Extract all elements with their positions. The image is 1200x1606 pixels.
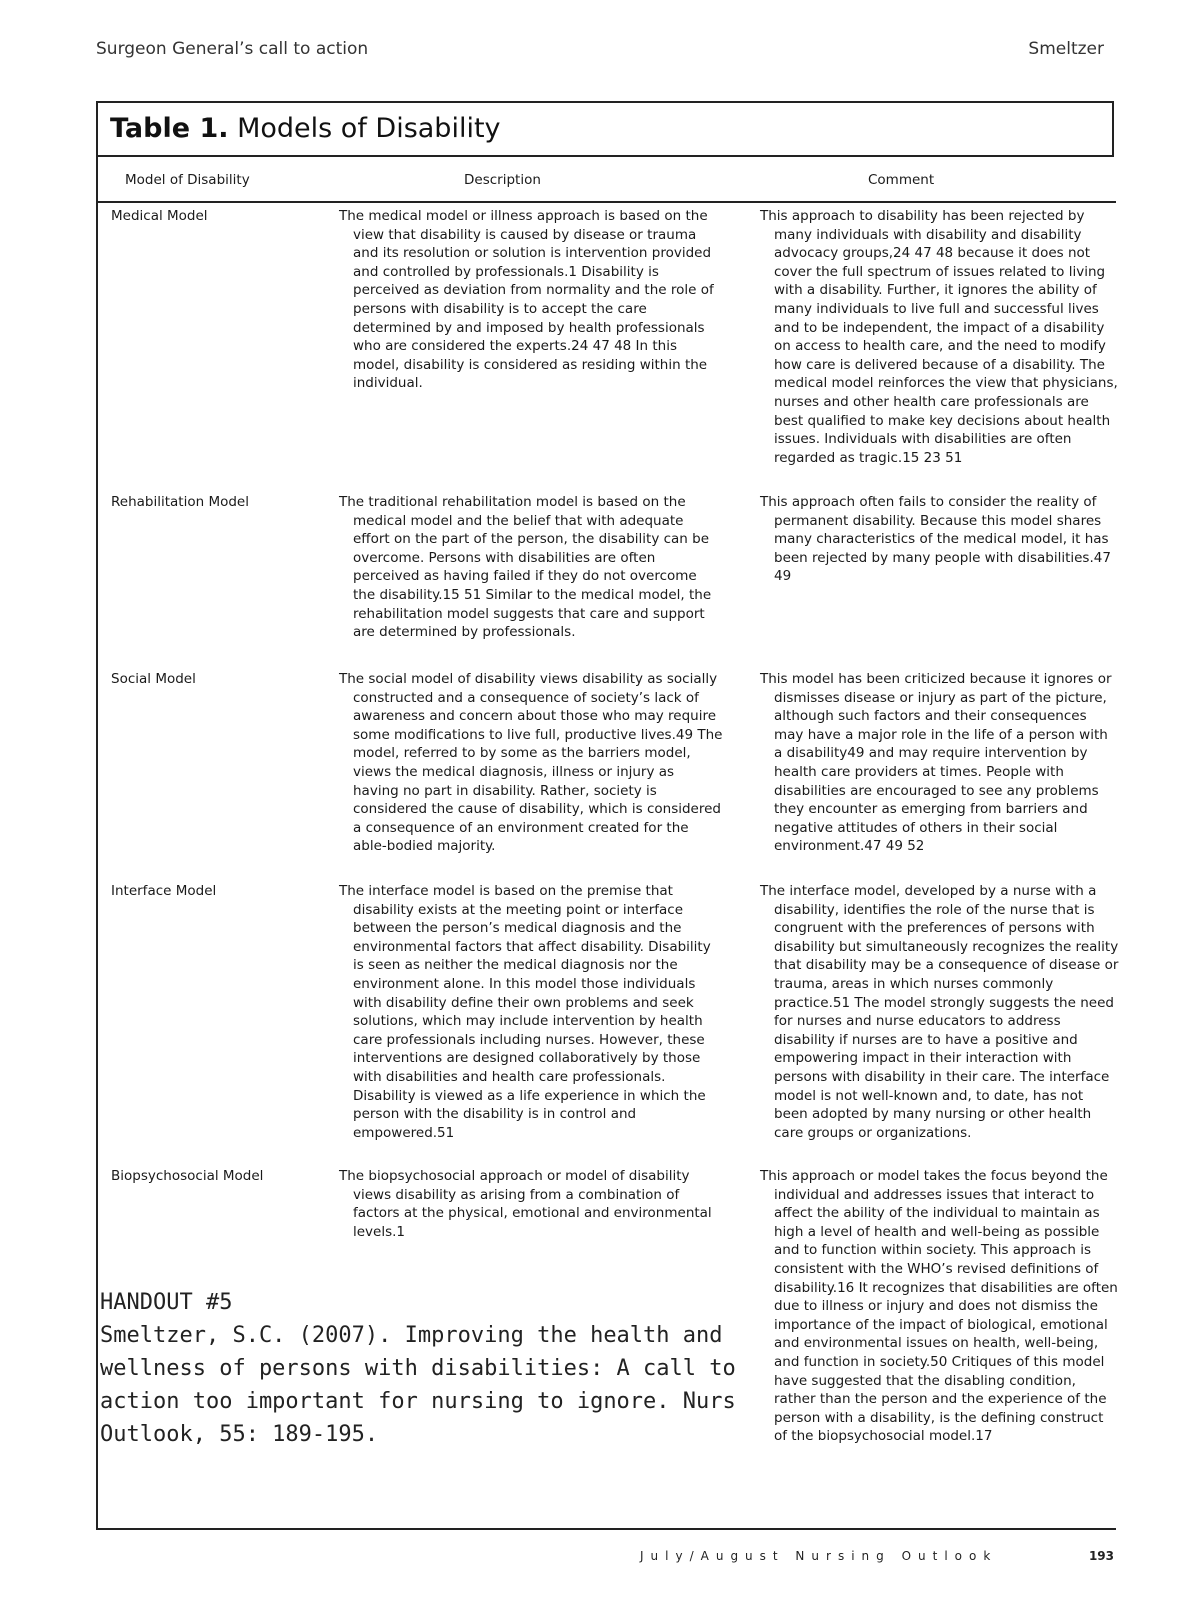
cell-comment: This model has been criticized because it ignores or dismisses disease or injury as part of the picture, although such factors and their consequences may have a major role in the life of a person with a disability49 and may require intervention by health care providers at times. People with disabilities are encouraged to see any problems they encounter as emerging from barriers and negative attitudes of others in their social environment.47 49 52 bbox=[760, 671, 1112, 855]
cell-model: Biopsychosocial Model bbox=[111, 1168, 264, 1184]
table-caption: Models of Disability bbox=[228, 113, 501, 144]
cell-model: Rehabilitation Model bbox=[111, 494, 249, 510]
running-head-left: Surgeon General’s call to action bbox=[96, 39, 369, 59]
table-title bbox=[110, 113, 501, 144]
cell-comment: This approach or model takes the focus beyond the individual and addresses issues that interact to affect the ability of the individual to maintain as high a level of health and well-being as possible and to function within society. This approach is consistent with the WHO’s revised definitions of disability.16 It recognizes that disabilities are often due to illness or injury and does not dismiss the importance of the impact of biological, emotional and environmental issues on health, well-being, and function in society.50 Critiques of this model have suggested that the disabling condition, rather than the person and the experience of the person with a disability, is the defining construct of the biopsychosocial model.17 bbox=[760, 1168, 1118, 1445]
cell-description: The interface model is based on the premise that disability exists at the meeting point or interface between the person’s medical diagnosis and the environmental factors that affect disability. Disability is seen as neither the medical diagnosis nor the environment alone. In this model those individuals with disability define their own problems and seek solutions, which may include intervention by health care professionals including nurses. However, these interventions are designed collaboratively by those with disabilities and health care professionals. Disability is viewed as a life experience in which the person with the disability is in control and empowered.51 bbox=[339, 883, 711, 1141]
handout-citation: Smeltzer, S.C. (2007). Improving the health and wellness of persons with disabilities: A call to action too important for nursing to ignore. Nurs Outlook, 55: 189-195. bbox=[100, 1323, 736, 1447]
page-number: 193 bbox=[1088, 1549, 1114, 1563]
cell-model: Interface Model bbox=[111, 883, 217, 899]
handout-overlay bbox=[100, 1286, 760, 1451]
handout-label: HANDOUT #5 bbox=[100, 1290, 233, 1315]
col-header-description: Description bbox=[464, 172, 541, 188]
col-header-model: Model of Disability bbox=[125, 172, 250, 188]
cell-description: The traditional rehabilitation model is based on the medical model and the belief that with adequate effort on the part of the person, the disability can be overcome. Persons with disabilities are often perceived as having failed if they do not overcome the disability.15 51 Similar to the medical model, the rehabilitation model suggests that care and support are determined by professionals. bbox=[339, 494, 712, 641]
cell-description: The medical model or illness approach is based on the view that disability is caused by disease or trauma and its resolution or solution is intervention provided and controlled by professionals.1 Disability is perceived as deviation from normality and the role of persons with disability is to accept the care determined by and imposed by health professionals who are considered the experts.24 47 48 In this model, disability is considered as residing within the individual. bbox=[339, 208, 714, 392]
cell-description: The social model of disability views disability as socially constructed and a consequence of society’s lack of awareness and concern about those who may require some modifications to live full, productive lives.49 The model, referred to by some as the barriers model, views the medical diagnosis, illness or injury as having no part in disability. Rather, society is considered the cause of disability, which is considered a consequence of an environment created for the able-bodied majority. bbox=[339, 671, 723, 855]
cell-model: Social Model bbox=[111, 671, 196, 687]
col-header-comment: Comment bbox=[868, 172, 935, 188]
journal-name: July/August Nursing Outlook bbox=[640, 1549, 998, 1563]
cell-description: The biopsychosocial approach or model of disability views disability as arising from a combination of factors at the physical, emotional and environmental levels.1 bbox=[339, 1168, 712, 1240]
table-number: Table 1. bbox=[110, 113, 229, 144]
page-footer bbox=[640, 1549, 1114, 1563]
table-header-row bbox=[98, 161, 1116, 203]
table-title-box bbox=[98, 101, 1114, 157]
cell-comment: This approach often fails to consider the reality of permanent disability. Because this model shares many characteristics of the medical model, it has been rejected by many people with disabilities.47 49 bbox=[760, 494, 1111, 585]
cell-comment: The interface model, developed by a nurse with a disability, identifies the role of the nurse that is congruent with the preferences of persons with disability but simultaneously recognizes the reality that disability may be a consequence of disease or trauma, areas in which nurses commonly practice.51 The model strongly suggests the need for nurses and nurse educators to address disability if nurses are to have a positive and empowering impact in their interaction with persons with disability in their care. The interface model is not well-known and, to date, has not been adopted by many nursing or other health care groups or organizations. bbox=[760, 883, 1119, 1141]
running-head bbox=[96, 39, 1104, 59]
running-head-right: Smeltzer bbox=[1028, 39, 1104, 59]
cell-model: Medical Model bbox=[111, 208, 208, 224]
cell-comment: This approach to disability has been rejected by many individuals with disability and disability advocacy groups,24 47 48 because it does not cover the full spectrum of issues related to living with a disability. Further, it ignores the ability of many individuals to live full and successful lives and to be independent, the impact of a disability on access to health care, and the need to modify how care is delivered because of a disability. The medical model reinforces the view that physicians, nurses and other health care professionals are best qualified to make key decisions about health issues. Individuals with disabilities are often regarded as tragic.15 23 51 bbox=[760, 208, 1118, 466]
